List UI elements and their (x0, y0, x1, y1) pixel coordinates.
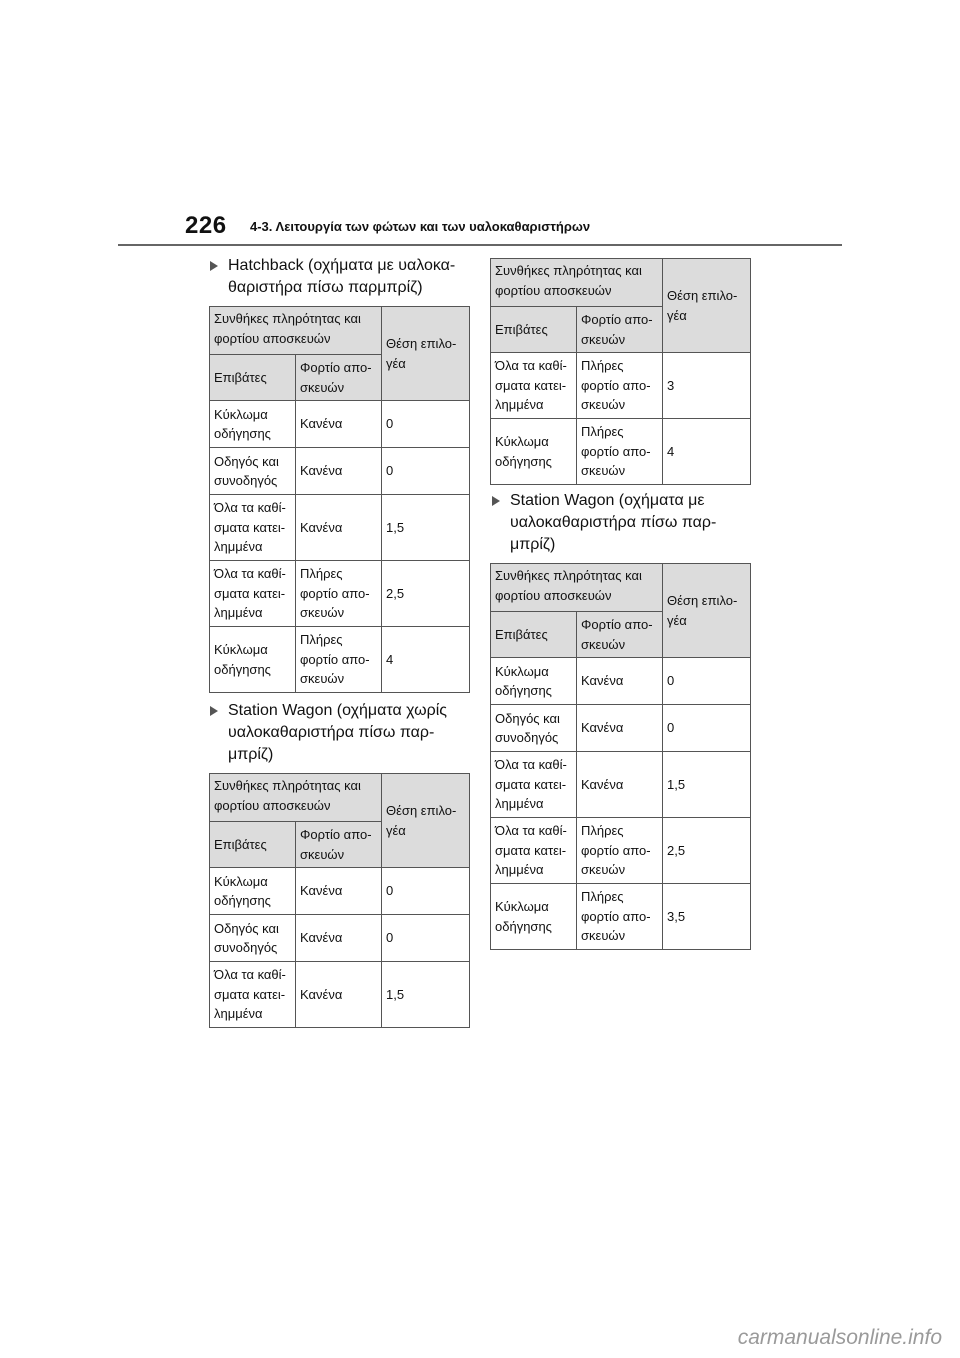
header-passengers: Επιβάτες (491, 307, 577, 353)
cell-dial-position: 1,5 (663, 752, 751, 818)
header-cargo: Φορτίο απο- σκευών (577, 307, 663, 353)
cell-cargo: Κανένα (296, 915, 382, 962)
triangle-bullet-icon (210, 706, 218, 716)
heading-hatchback (210, 255, 472, 299)
cell-dial-position: 0 (382, 401, 470, 448)
cell-cargo: Κανένα (296, 401, 382, 448)
cell-cargo: Πλήρες φορτίο απο- σκευών (296, 561, 382, 627)
cell-dial-position: 3,5 (663, 884, 751, 950)
cell-dial-position: 3 (663, 353, 751, 419)
cell-passengers: Οδηγός και συνοδηγός (210, 448, 296, 495)
cell-dial-position: 1,5 (382, 962, 470, 1028)
table-row (210, 962, 470, 1028)
cell-passengers: Κύκλωμα οδήγησης (491, 658, 577, 705)
cell-dial-position: 4 (663, 419, 751, 485)
header-cargo: Φορτίο απο- σκευών (296, 355, 382, 401)
cell-passengers: Όλα τα καθί- σματα κατει- λημμένα (491, 752, 577, 818)
table-row (491, 818, 751, 884)
cell-cargo: Κανένα (577, 752, 663, 818)
cell-passengers: Όλα τα καθί- σματα κατει- λημμένα (491, 818, 577, 884)
header-load-conditions: Συνθήκες πληρότητας και φορτίου αποσκευών (210, 774, 382, 822)
header-cargo: Φορτίο απο- σκευών (577, 612, 663, 658)
cell-passengers: Κύκλωμα οδήγησης (491, 884, 577, 950)
heading-text: Hatchback (οχήματα με υαλοκα- θαριστήρα πίσω παρμπρίζ) (228, 257, 456, 296)
header-dial-position: Θέση επιλο- γέα (382, 774, 470, 868)
heading-text: Station Wagon (οχήματα χωρίς υαλοκαθαριστήρα πίσω παρ- μπρίζ) (228, 702, 447, 763)
table-header-row (210, 774, 470, 822)
header-cargo: Φορτίο απο- σκευών (296, 822, 382, 868)
cell-dial-position: 0 (382, 448, 470, 495)
cell-cargo: Κανένα (296, 962, 382, 1028)
table-header-row (210, 307, 470, 355)
cell-passengers: Όλα τα καθί- σματα κατει- λημμένα (210, 962, 296, 1028)
cell-cargo: Πλήρες φορτίο απο- σκευών (577, 419, 663, 485)
cell-passengers: Κύκλωμα οδήγησης (210, 401, 296, 448)
cell-cargo: Πλήρες φορτίο απο- σκευών (577, 353, 663, 419)
triangle-bullet-icon (210, 261, 218, 271)
cell-passengers: Κύκλωμα οδήγησης (210, 627, 296, 693)
table-header-row (491, 564, 751, 612)
cell-passengers: Όλα τα καθί- σματα κατει- λημμένα (210, 495, 296, 561)
table-row (491, 884, 751, 950)
cell-dial-position: 1,5 (382, 495, 470, 561)
cell-dial-position: 0 (382, 915, 470, 962)
table-row (210, 915, 470, 962)
table-wagon-without-rear-wiper-part2 (490, 258, 751, 485)
table-row (210, 868, 470, 915)
header-load-conditions: Συνθήκες πληρότητας και φορτίου αποσκευών (491, 259, 663, 307)
table-row (491, 705, 751, 752)
header-dial-position: Θέση επιλο- γέα (663, 259, 751, 353)
cell-cargo: Κανένα (296, 495, 382, 561)
cell-cargo: Πλήρες φορτίο απο- σκευών (577, 884, 663, 950)
cell-cargo: Πλήρες φορτίο απο- σκευών (296, 627, 382, 693)
header-passengers: Επιβάτες (210, 355, 296, 401)
cell-cargo: Κανένα (577, 705, 663, 752)
table-row (491, 353, 751, 419)
table-row (210, 495, 470, 561)
page-number: 226 (185, 212, 227, 239)
cell-dial-position: 0 (382, 868, 470, 915)
heading-wagon-without-rear-wiper (210, 700, 472, 766)
cell-passengers: Κύκλωμα οδήγησης (491, 419, 577, 485)
table-hatchback (209, 306, 470, 693)
table-row (210, 561, 470, 627)
cell-passengers: Οδηγός και συνοδηγός (210, 915, 296, 962)
heading-text: Station Wagon (οχήματα με υαλοκαθαριστήρα πίσω παρ- μπρίζ) (510, 492, 717, 553)
table-row (210, 448, 470, 495)
cell-passengers: Όλα τα καθί- σματα κατει- λημμένα (491, 353, 577, 419)
header-rule (118, 244, 842, 246)
cell-cargo: Κανένα (577, 658, 663, 705)
header-dial-position: Θέση επιλο- γέα (382, 307, 470, 401)
triangle-bullet-icon (492, 496, 500, 506)
table-row (210, 627, 470, 693)
table-row (210, 401, 470, 448)
table-row (491, 419, 751, 485)
section-title: 4-3. Λειτουργία των φώτων και των υαλοκαθαριστήρων (250, 219, 591, 234)
header-passengers: Επιβάτες (210, 822, 296, 868)
header-load-conditions: Συνθήκες πληρότητας και φορτίου αποσκευών (491, 564, 663, 612)
cell-dial-position: 2,5 (382, 561, 470, 627)
heading-wagon-with-rear-wiper (492, 490, 754, 556)
cell-cargo: Πλήρες φορτίο απο- σκευών (577, 818, 663, 884)
cell-passengers: Κύκλωμα οδήγησης (210, 868, 296, 915)
table-wagon-with-rear-wiper (490, 563, 751, 950)
cell-dial-position: 0 (663, 658, 751, 705)
cell-cargo: Κανένα (296, 868, 382, 915)
watermark: carmanualsonline.info (737, 1326, 942, 1349)
cell-dial-position: 2,5 (663, 818, 751, 884)
table-header-row (491, 259, 751, 307)
table-row (491, 658, 751, 705)
cell-cargo: Κανένα (296, 448, 382, 495)
cell-dial-position: 4 (382, 627, 470, 693)
header-load-conditions: Συνθήκες πληρότητας και φορτίου αποσκευών (210, 307, 382, 355)
header-dial-position: Θέση επιλο- γέα (663, 564, 751, 658)
cell-dial-position: 0 (663, 705, 751, 752)
table-row (491, 752, 751, 818)
table-wagon-without-rear-wiper-part1 (209, 773, 470, 1028)
header-passengers: Επιβάτες (491, 612, 577, 658)
cell-passengers: Όλα τα καθί- σματα κατει- λημμένα (210, 561, 296, 627)
cell-passengers: Οδηγός και συνοδηγός (491, 705, 577, 752)
